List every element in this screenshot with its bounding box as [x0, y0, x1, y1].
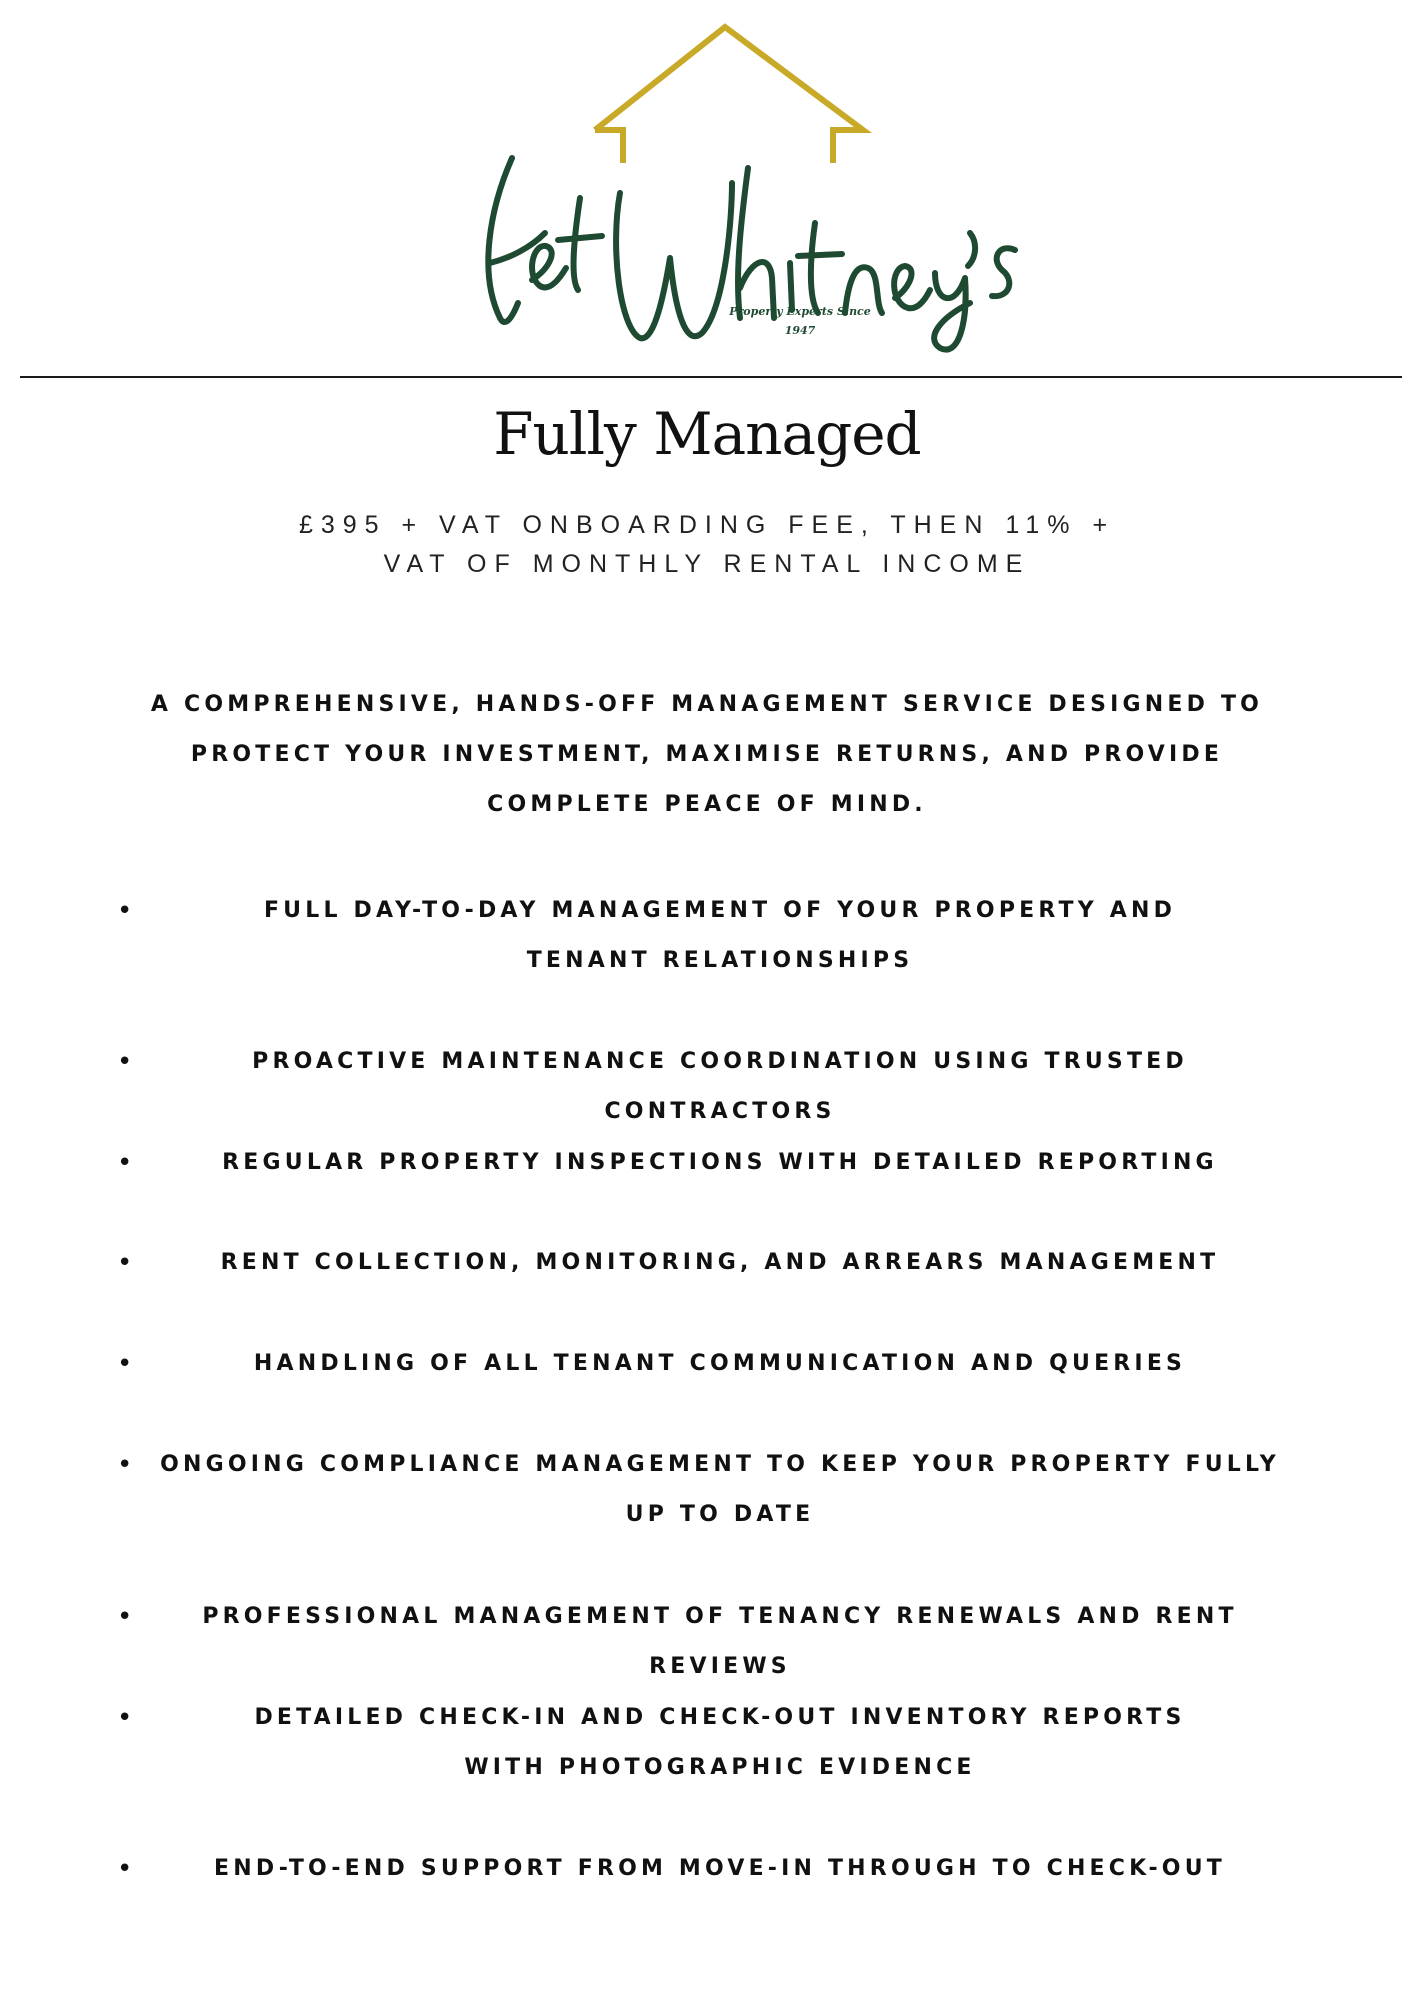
- house-roof-icon: [595, 27, 863, 163]
- feature-text: FULL DAY-TO-DAY MANAGEMENT OF YOUR PROPERTY AND TENANT RELATIONSHIPS: [263, 898, 1177, 973]
- company-logo: [470, 18, 1030, 353]
- bullet-icon: •: [117, 1047, 133, 1077]
- bullet-icon: •: [117, 1148, 133, 1178]
- bullet-icon: •: [117, 1349, 133, 1379]
- feature-text: PROFESSIONAL MANAGEMENT OF TENANCY RENEWALS AND RENT REVIEWS: [202, 1604, 1238, 1679]
- bullet-icon: •: [117, 896, 133, 926]
- bullet-icon: •: [117, 1854, 133, 1884]
- pricing-line-2: VAT OF MONTHLY RENTAL INCOME: [383, 550, 1031, 578]
- bullet-icon: •: [117, 1602, 133, 1632]
- feature-text: REGULAR PROPERTY INSPECTIONS WITH DETAILED REPORTING: [222, 1150, 1218, 1175]
- pricing-summary: [0, 506, 1414, 584]
- page-title: Fully Managed: [493, 400, 921, 468]
- svg-text:1947: 1947: [784, 324, 816, 337]
- bullet-icon: •: [117, 1450, 133, 1480]
- feature-text: DETAILED CHECK-IN AND CHECK-OUT INVENTORY REPORTS WITH PHOTOGRAPHIC EVIDENCE: [254, 1705, 1186, 1780]
- feature-text: PROACTIVE MAINTENANCE COORDINATION USING TRUSTED CONTRACTORS: [252, 1049, 1188, 1124]
- feature-text: ONGOING COMPLIANCE MANAGEMENT TO KEEP YOUR PROPERTY FULLY UP TO DATE: [160, 1452, 1280, 1527]
- bullet-icon: •: [117, 1703, 133, 1733]
- svg-text:Property Experts Since: Property Experts Since: [729, 305, 871, 318]
- header-divider: [20, 376, 1402, 378]
- service-intro: A COMPREHENSIVE, HANDS-OFF MANAGEMENT SERVICE DESIGNED TO PROTECT YOUR INVESTMENT, MAXIMISE RETURNS, AND PROVIDE COMPLETE PEACE OF MIND.: [150, 692, 1264, 817]
- feature-text: END-TO-END SUPPORT FROM MOVE-IN THROUGH TO CHECK-OUT: [214, 1856, 1226, 1881]
- bullet-icon: •: [117, 1248, 133, 1278]
- pricing-line-1: £395 + VAT ONBOARDING FEE, THEN 11% +: [298, 511, 1116, 539]
- feature-text: RENT COLLECTION, MONITORING, AND ARREARS MANAGEMENT: [220, 1250, 1220, 1275]
- feature-text: HANDLING OF ALL TENANT COMMUNICATION AND QUERIES: [253, 1351, 1187, 1376]
